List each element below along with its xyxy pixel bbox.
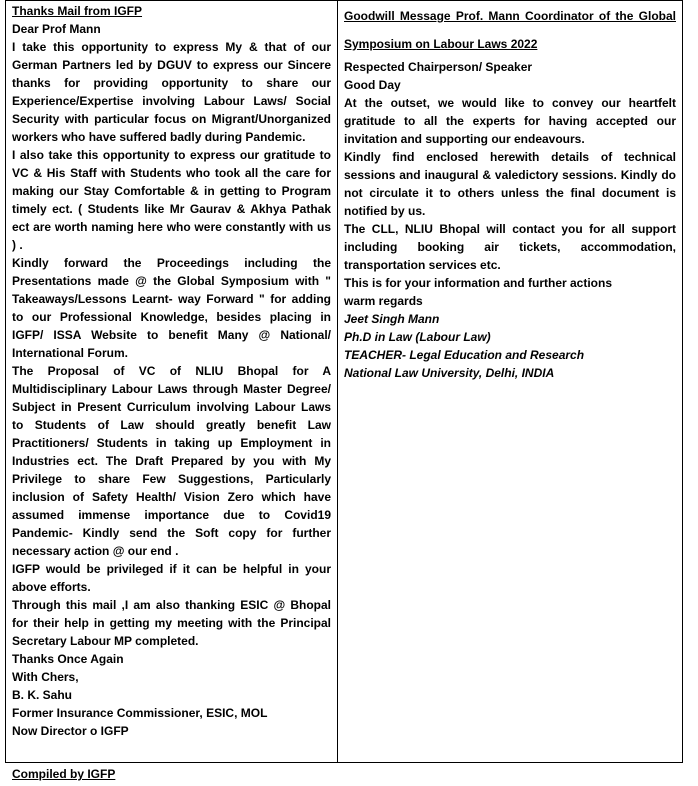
- signature-line: National Law University, Delhi, INDIA: [344, 366, 555, 380]
- left-paragraph: The Proposal of VC of NLIU Bhopal for A Multidisciplinary Labour Laws through Master Degree/ Subject in Present Curriculum involving Labour Laws to Students of Law should greatly benefit Law Practitioners/ Students in taking up Employment in Industries ect. The Draft Prepared by you with My Privilege to share Few Suggestions, Particularly inclusion of Safety Health/ Vision Zero which have assumed immense importance due to Covid19 Pandemic- Kindly send the Soft copy for further necessary action @ our end .: [12, 364, 331, 558]
- right-column: [338, 1, 682, 762]
- right-paragraph: The CLL, NLIU Bhopal will contact you for all support including booking air tickets, accommodation, transportation services etc.: [344, 222, 676, 272]
- right-paragraph: At the outset, we would like to convey our heartfelt gratitude to all the experts for having accepted our invitation and supporting our endeavours.: [344, 96, 676, 146]
- left-heading: Thanks Mail from IGFP: [12, 4, 143, 18]
- right-salutation: Respected Chairperson/ Speaker: [344, 60, 533, 74]
- right-greeting: Good Day: [344, 78, 401, 92]
- closing-line: Thanks Once Again: [12, 652, 124, 666]
- sender-title: Now Director o IGFP: [12, 724, 129, 738]
- left-paragraph: I also take this opportunity to express our gratitude to VC & His Staff with Students who took all the care for making our Stay Comfortable & in getting to Program timely ect. ( Students like Mr Gaurav & Akhya Pathak ect are worth naming here who were constantly with us ) .: [12, 148, 331, 252]
- sender-name: B. K. Sahu: [12, 688, 73, 702]
- left-paragraph: I take this opportunity to express My & that of our German Partners led by DGUV to express our Sincere thanks for providing opportunity to share our Experience/Expertise involving Labour Laws/ Social Security with particular focus on Migrant/Unorganized workers who have suffered badly during Pandemic.: [12, 40, 331, 144]
- closing-line: With Chers,: [12, 670, 79, 684]
- right-paragraph: Kindly find enclosed herewith details of technical sessions and inaugural & valedictory sessions. Kindly do not circulate it to others unless the final document is notified by us.: [344, 150, 676, 218]
- left-paragraph: Through this mail ,I am also thanking ESIC @ Bhopal for their help in getting my meeting with the Principal Secretary Labour MP completed.: [12, 598, 331, 648]
- right-heading: Goodwill Message Prof. Mann Coordinator of the Global Symposium on Labour Laws 2022: [344, 9, 676, 51]
- sender-title: Former Insurance Commissioner, ESIC, MOL: [12, 706, 268, 720]
- left-paragraph: IGFP would be privileged if it can be helpful in your above efforts.: [12, 562, 331, 594]
- signature-line: Jeet Singh Mann: [344, 312, 440, 326]
- footer-credit: Compiled by IGFP: [12, 767, 116, 781]
- signature-line: Ph.D in Law (Labour Law): [344, 330, 491, 344]
- right-paragraph: This is for your information and further actions: [344, 276, 613, 290]
- document-table: [5, 0, 683, 763]
- signature-line: TEACHER- Legal Education and Research: [344, 348, 585, 362]
- left-paragraph: Kindly forward the Proceedings including the Presentations made @ the Global Symposium with " Takeaways/Lessons Learnt- way Forward " for adding to our Professional Knowledge, besides placing in IGFP/ ISSA Website to benefit Many @ National/ International Forum.: [12, 256, 331, 360]
- left-greeting: Dear Prof Mann: [12, 22, 101, 36]
- sign-off: warm regards: [344, 294, 423, 308]
- left-column: [6, 1, 338, 762]
